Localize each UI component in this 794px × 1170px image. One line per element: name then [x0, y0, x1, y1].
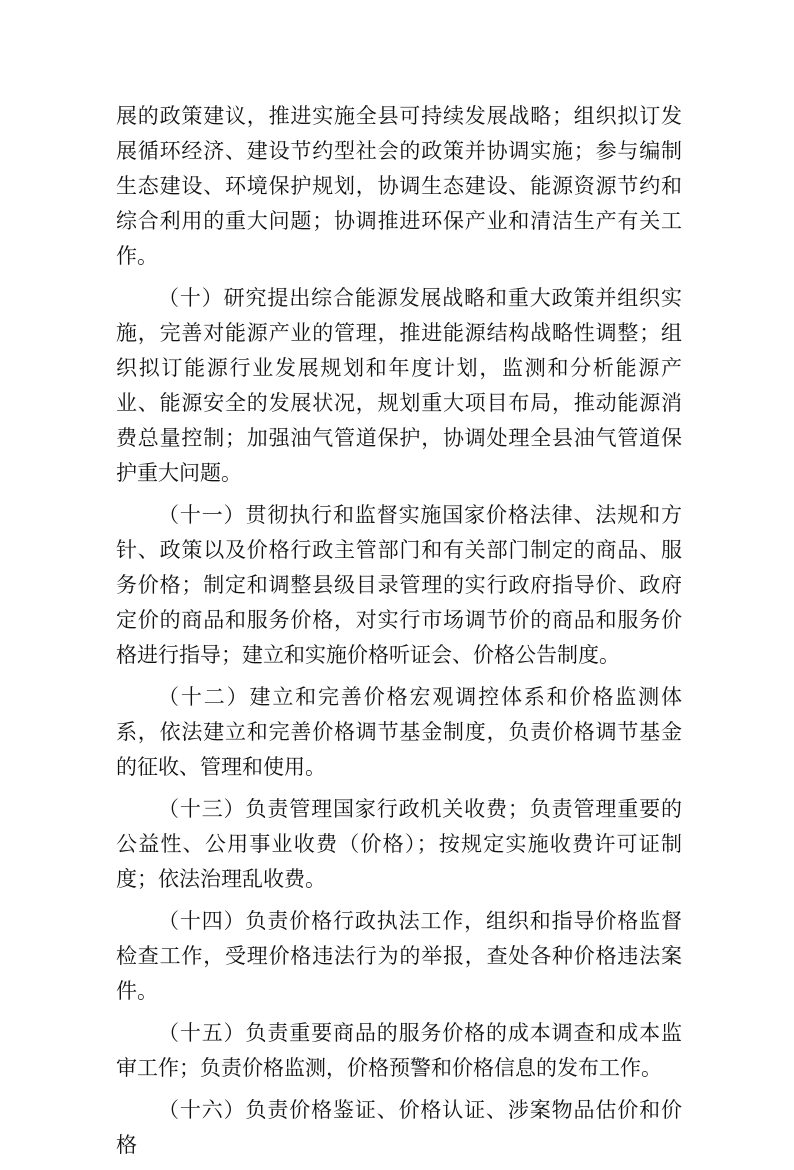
paragraph-item-15: （十五）负责重要商品的服务价格的成本调查和成本监审工作；负责价格监测，价格预警和价格信息的发布工作。 — [116, 1021, 682, 1080]
paragraph-continued: 展的政策建议，推进实施全县可持续发展战略；组织拟订发展循环经济、建设节约型社会的政策并协调实施；参与编制生态建设、环境保护规划，协调生态建设、能源资源节约和综合利用的重大问题；协调推进环保产业和清洁生产有关工作。 — [116, 104, 682, 268]
paragraph-item-12: （十二）建立和完善价格宏观调控体系和价格监测体系，依法建立和完善价格调节基金制度，负责价格调节基金的征收、管理和使用。 — [116, 685, 682, 779]
paragraph-item-13: （十三）负责管理国家行政机关收费；负责管理重要的公益性、公用事业收费（价格）；按规定实施收费许可证制度；依法治理乱收费。 — [116, 797, 682, 891]
paragraph-item-14: （十四）负责价格行政执法工作，组织和指导价格监督检查工作，受理价格违法行为的举报，查处各种价格违法案件。 — [116, 909, 682, 1003]
paragraph-item-10: （十）研究提出综合能源发展战略和重大政策并组织实施，完善对能源产业的管理，推进能源结构战略性调整；组织拟订能源行业发展规划和年度计划，监测和分析能源产业、能源安全的发展状况，规划重大项目布局，推动能源消费总量控制；加强油气管道保护，协调处理全县油气管道保护重大问题。 — [116, 286, 682, 485]
document-body — [116, 99, 682, 1170]
paragraph-item-11: （十一）贯彻执行和监督实施国家价格法律、法规和方针、政策以及价格行政主管部门和有关部门制定的商品、服务价格；制定和调整县级目录管理的实行政府指导价、政府定价的商品和服务价格，对实行市场调节价的商品和服务价格进行指导；建立和实施价格听证会、价格公告制度。 — [116, 503, 682, 667]
paragraph-item-16: （十六）负责价格鉴证、价格认证、涉案物品估价和价格 — [116, 1098, 682, 1157]
